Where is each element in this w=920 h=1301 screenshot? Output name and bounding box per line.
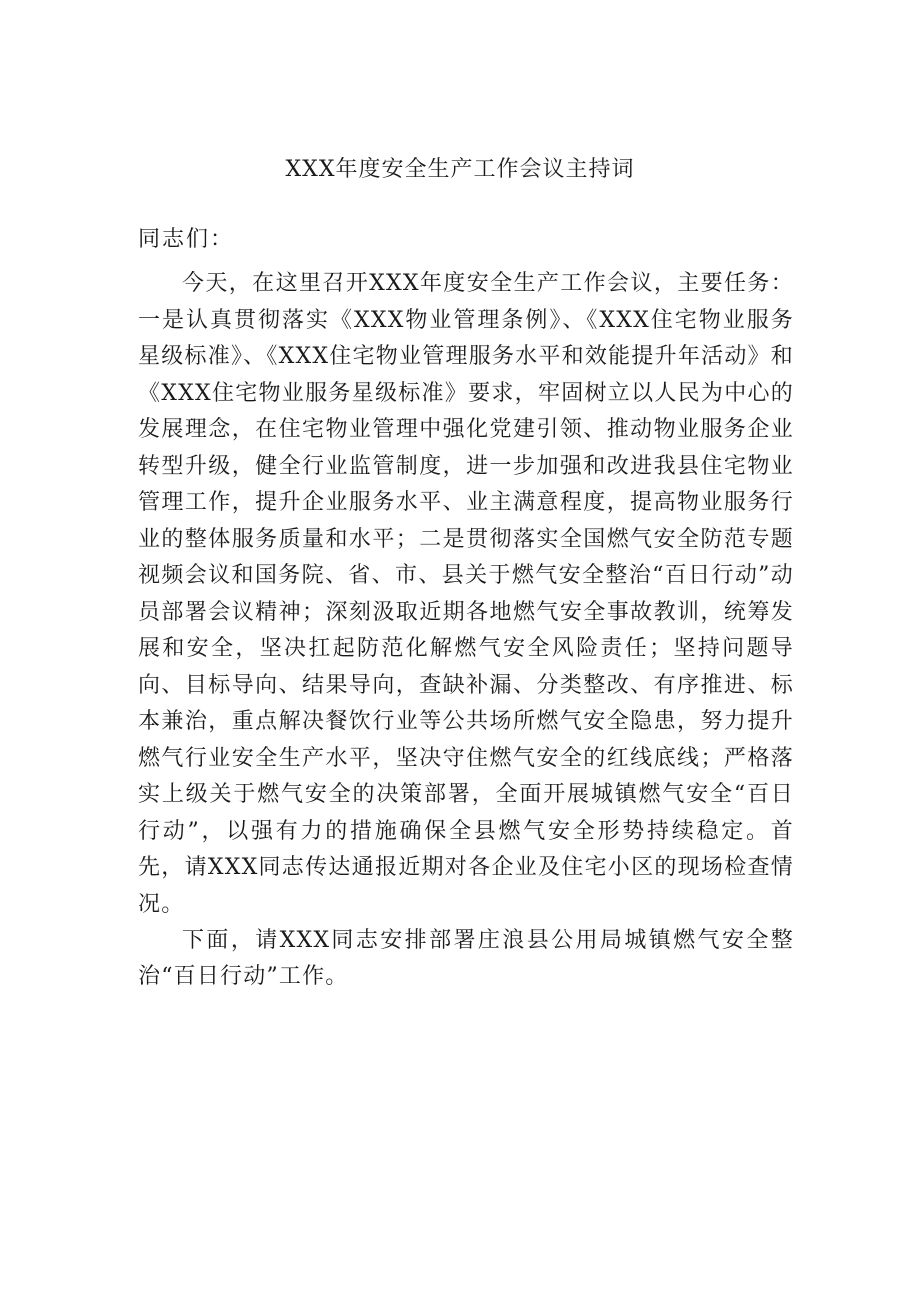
document-body [138, 266, 794, 995]
paragraph-next: 下面，请XXX同志安排部署庄浪县公用局城镇燃气安全整治“百日行动”工作。 [138, 928, 794, 989]
salutation: 同志们： [138, 227, 235, 252]
paragraph-opening: 今天，在这里召开XXX年度安全生产工作会议，主要任务：一是认真贯彻落实《XXX物业管理条例》、《XXX住宅物业服务星级标准》、《XXX住宅物业管理服务水平和效能提升年活动》和《XXX住宅物业服务星级标准》要求，牢固树立以人民为中心的发展理念，在住宅物业管理中强化党建引领、推动物业服务企业转型升级，健全行业监管制度，进一步加强和改进我县住宅物业管理工作，提升企业服务水平、业主满意程度，提高物业服务行业的整体服务质量和水平；二是贯彻落实全国燃气安全防范专题视频会议和国务院、省、市、县关于燃气安全整治“百日行动”动员部署会议精神；深刻汲取近期各地燃气安全事故教训，统筹发展和安全，坚决扛起防范化解燃气安全风险责任；坚持问题导向、目标导向、结果导向，查缺补漏、分类整改、有序推进、标本兼治，重点解决餐饮行业等公共场所燃气安全隐患，努力提升燃气行业安全生产水平，坚决守住燃气安全的红线底线；严格落实上级关于燃气安全的决策部署，全面开展城镇燃气安全“百日行动”，以强有力的措施确保全县燃气安全形势持续稳定。首先，请XXX同志传达通报近期对各企业及住宅小区的现场检查情况。 [138, 271, 794, 917]
document-title: XXX年度安全生产工作会议主持词 [285, 157, 635, 182]
